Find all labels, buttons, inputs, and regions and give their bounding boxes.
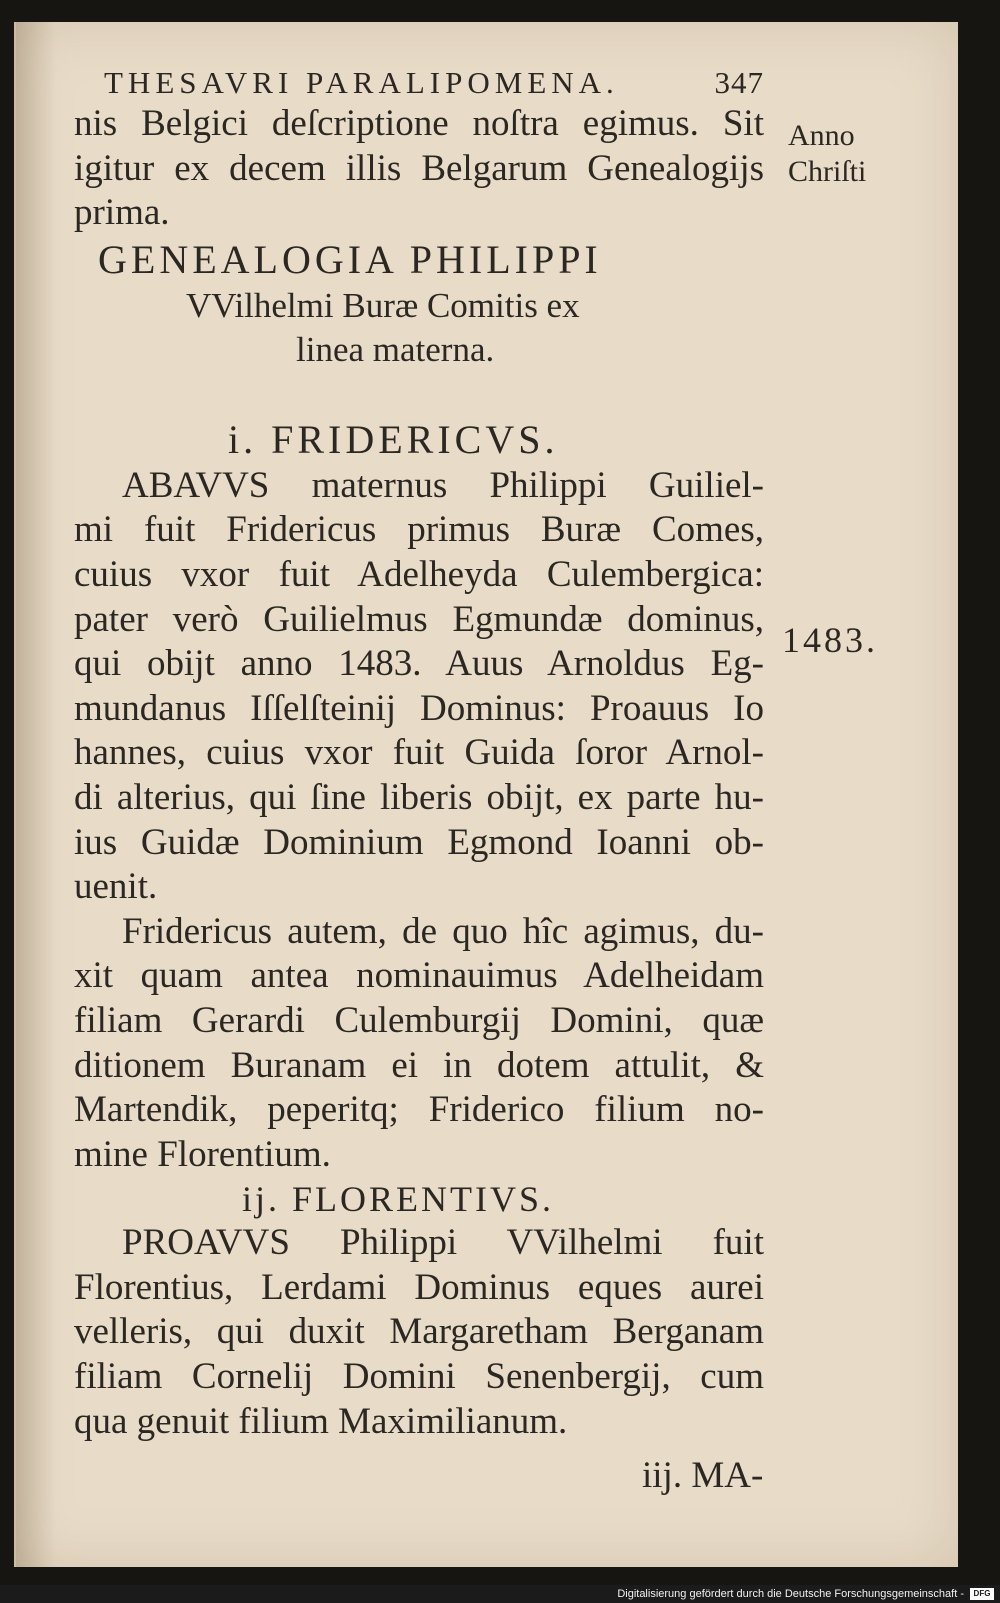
text-line: igitur ex decem illis Belgarum Genealogijs [74,147,764,189]
paragraph-abavus [74,464,794,910]
text-line: ABAVVS maternus Philippi Guiliel- [122,464,764,506]
gutter-shadow [16,22,56,1567]
text-line: filiam Cornelij Domini Senenbergij, cum [74,1356,764,1398]
text-line: PROAVVS Philippi VVilhelmi fuit [122,1222,764,1264]
digitization-footer [0,1585,1000,1603]
marginal-note-anno: Anno [788,119,855,152]
text-line: mundanus Iſſelſteinij Dominus: Proauus Io [74,687,764,729]
text-line: ius Guidæ Dominium Egmond Ioanni ob- [74,821,764,863]
text-line: mine Florentium. [74,1133,331,1175]
paragraph-fridericus [74,910,794,1178]
text-line: pater verò Guilielmus Egmundæ dominus, [74,598,764,640]
section-title-fridericus: i. FRIDERICVS. [228,416,559,462]
text-line: filiam Gerardi Culemburgij Domini, quæ [74,999,764,1041]
page-number: 347 [714,65,764,100]
marginal-note-christi: Chriſti [788,155,867,188]
footer-credit: Digitalisierung gefördert durch die Deutsche Forschungsgemeinschaft - [617,1588,964,1600]
text-line: Martendik, peperitq; Friderico filium no- [74,1089,764,1131]
text-line: prima. [74,192,170,234]
genealogy-subheading-line3: linea materna. [296,329,495,369]
text-line: mi fuit Fridericus primus Buræ Comes, [74,509,764,551]
running-head [104,64,764,102]
marginal-note-year: 1483. [782,620,878,660]
text-line: Florentius, Lerdami Dominus eques aurei [74,1266,764,1308]
text-line: xit quam antea nominauimus Adelheidam [74,955,764,997]
text-line: ditionem Buranam ei in dotem attulit, & [74,1044,764,1086]
text-line: nis Belgici deſcriptione noſtra egimus. Sit [74,103,764,144]
text-line: qui obijt anno 1483. Auus Arnoldus Eg- [74,643,764,685]
catchword: iij. MA- [642,1455,764,1497]
book-page [14,22,958,1567]
section-title-florentius: ij. FLORENTIVS. [242,1179,555,1220]
text-line: cuius vxor fuit Adelheyda Culembergica: [74,553,764,595]
paragraph-proavus [74,1221,794,1444]
text-line: qua genuit filium Maximilianum. [74,1400,568,1442]
running-head-title: THESAVRI PARALIPOMENA. [104,65,619,100]
genealogy-heading: GENEALOGIA PHILIPPI [98,236,602,282]
intro-paragraph [74,102,794,236]
text-block [74,64,794,1498]
text-line: di alterius, qui ſine liberis obijt, ex parte hu- [74,776,764,818]
genealogy-subheading: VVilhelmi Buræ Comitis ex [186,285,580,325]
section-gap [74,372,794,416]
text-line: velleris, qui duxit Margaretham Berganam [74,1311,764,1353]
text-line: Fridericus autem, de quo hîc agimus, du- [122,910,764,952]
text-line: uenit. [74,866,158,908]
dfg-logo: DFG [970,1588,994,1600]
text-line: hannes, cuius vxor fuit Guida ſoror Arnol- [74,732,764,774]
